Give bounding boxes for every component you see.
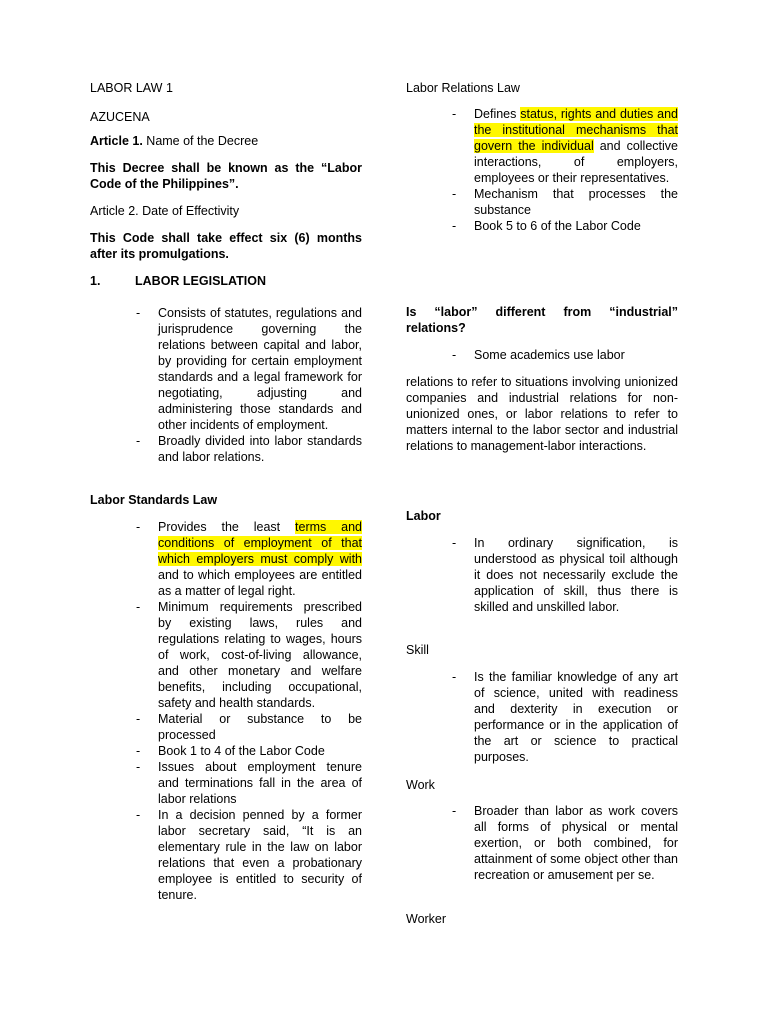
list-item: - Issues about employment tenure and terminations fall in the area of labor relations	[136, 760, 362, 806]
list-item: - Provides the least terms and conditions of employment of that which employers must comply with and to which employees are entitled as a matter of legal right.	[136, 520, 362, 598]
dash-bullet: -	[136, 520, 141, 534]
dash-bullet: -	[136, 712, 141, 726]
labor-list	[452, 535, 678, 615]
list-item: - In ordinary signification, is understood as physical toil although it does not necessarily exclude the application of skill, thus there is skilled and unskilled labor.	[452, 536, 678, 614]
course-title: LABOR LAW 1	[90, 81, 173, 95]
list-item: - Consists of statutes, regulations and jurisprudence governing the relations between capital and labor, by providing for certain employment standards and a legal framework for negotiating, adjusting and administering those standards and other incidents of employment.	[136, 306, 362, 432]
list-item: - Minimum requirements prescribed by existing laws, rules and regulations relating to wages, hours of work, cost-of-living allowance, and other monetary and welfare benefits, including occupational, safety and health standards.	[136, 600, 362, 710]
dash-bullet: -	[452, 187, 457, 201]
dash-bullet: -	[136, 306, 141, 320]
list-item: - Broader than labor as work covers all forms of physical or mental exertion, or both combined, for attainment of some object other than recreation or amusement per se.	[452, 804, 678, 882]
list-item: - Defines status, rights and duties and the institutional mechanisms that govern the individual and collective interactions, of employers, employees or their representatives.	[452, 107, 678, 185]
dash-bullet: -	[452, 536, 457, 550]
relations-list	[452, 106, 678, 234]
dash-bullet: -	[452, 107, 457, 121]
list-item: - Book 1 to 4 of the Labor Code	[136, 744, 325, 758]
standards-heading: Labor Standards Law	[90, 493, 218, 507]
list-item: - Mechanism that processes the substance	[452, 187, 678, 217]
author-name: AZUCENA	[90, 110, 150, 124]
article1-label: Article 1.	[90, 134, 143, 148]
dash-bullet: -	[452, 804, 457, 818]
list-item: - Broadly divided into labor standards and labor relations.	[136, 434, 362, 464]
article2-heading: Article 2. Date of Effectivity	[90, 204, 240, 218]
dash-bullet: -	[136, 434, 141, 448]
dash-bullet: -	[136, 744, 141, 758]
article1-body: This Decree shall be known as the “Labor Code of the Philippines”.	[90, 161, 362, 191]
list-item: - Book 5 to 6 of the Labor Code	[452, 219, 641, 233]
highlighted-text: terms and conditions of employment of that which employers must comply with	[158, 520, 362, 566]
relations-heading: Labor Relations Law	[406, 81, 520, 95]
list-item: - Some academics use labor	[452, 348, 625, 362]
list-item: - Is the familiar knowledge of any art of science, united with readiness and dexterity in execution or performance or in the application of the art or science to practical purposes.	[452, 670, 678, 764]
section-title: LABOR LEGISLATION	[135, 274, 267, 288]
work-heading: Work	[406, 778, 435, 792]
list-item: - Material or substance to be processed	[136, 712, 362, 742]
question-list	[452, 347, 678, 363]
dash-bullet: -	[452, 670, 457, 684]
skill-heading: Skill	[406, 643, 429, 657]
article1-heading	[90, 133, 258, 149]
work-list	[452, 803, 678, 883]
question-heading: Is “labor” different from “industrial” relations?	[406, 305, 678, 335]
list-item: - In a decision penned by a former labor secretary said, “It is an elementary rule in the law on labor relations that even a probationary employee is entitled to security of tenure.	[136, 808, 362, 902]
dash-bullet: -	[136, 760, 141, 774]
dash-bullet: -	[136, 808, 141, 822]
article2-body: This Code shall take effect six (6) months after its promulgations.	[90, 231, 362, 261]
worker-heading: Worker	[406, 912, 447, 926]
legislation-list	[136, 305, 362, 465]
dash-bullet: -	[452, 348, 457, 362]
standards-list	[136, 519, 362, 903]
question-paragraph: relations to refer to situations involving unionized companies and industrial relations for non-unionized ones, or labor relations to refer to matters internal to the labor sector and industrial relations to management-labor interactions.	[406, 375, 678, 453]
dash-bullet: -	[136, 600, 141, 614]
dash-bullet: -	[452, 219, 457, 233]
section-number: 1.	[90, 274, 101, 288]
skill-list	[452, 669, 678, 765]
article1-title: Name of the Decree	[142, 134, 259, 148]
labor-heading: Labor	[406, 509, 441, 523]
highlighted-text: status, rights and duties and the institutional mechanisms that govern the individual	[474, 107, 678, 153]
